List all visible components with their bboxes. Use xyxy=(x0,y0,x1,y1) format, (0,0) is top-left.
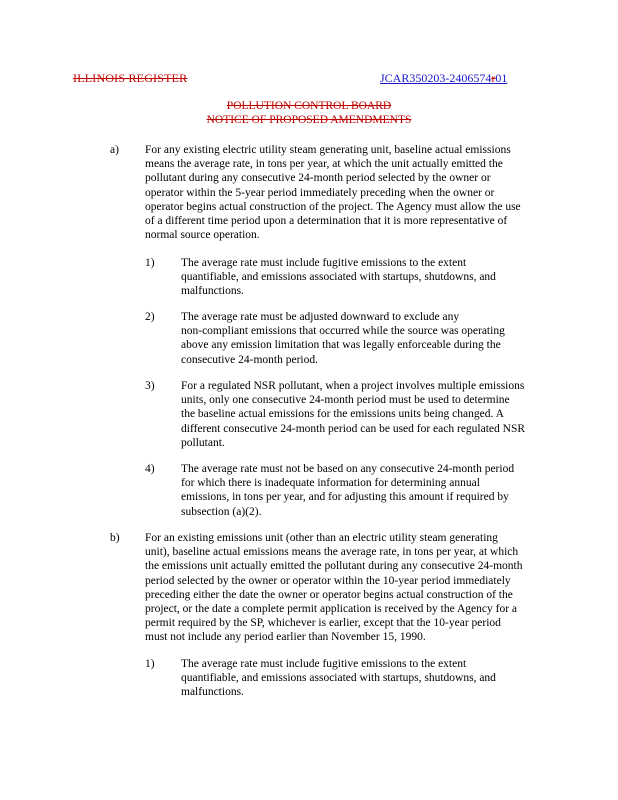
text-line: quantifiable, and emissions associated with startups, shutdowns, and xyxy=(181,672,496,685)
section-b-text xyxy=(145,531,585,645)
item-a2-text xyxy=(181,310,581,367)
item-a3-label: 3) xyxy=(145,380,155,392)
header-code-suffix: 01 xyxy=(495,71,508,85)
agency-title: POLLUTION CONTROL BOARD xyxy=(226,100,392,112)
text-line: For an existing emissions unit (other than an electric utility steam generating xyxy=(145,532,498,544)
text-line: non-compliant emissions that occurred while the source was operating xyxy=(181,325,505,338)
section-a-text xyxy=(145,143,585,242)
text-line: consecutive 24-month period. xyxy=(181,353,319,366)
section-a-label: a) xyxy=(110,144,119,156)
item-b1-text xyxy=(181,657,581,700)
text-line: permit required by the SP, whichever is earlier, except that the 10-year period xyxy=(145,617,501,630)
notice-title: NOTICE OF PROPOSED AMENDMENTS xyxy=(206,114,412,126)
running-header-right xyxy=(380,71,507,86)
item-b1-label: 1) xyxy=(145,658,155,670)
item-a3-text xyxy=(181,379,591,450)
text-line: The average rate must be adjusted downward to exclude any xyxy=(181,311,460,323)
text-line: above any emission limitation that was legally enforceable during the xyxy=(181,339,501,352)
text-line: preceding either the date the owner or operator begins actual construction of the xyxy=(145,588,513,601)
text-line: the baseline actual emissions for the emissions units being changed. A xyxy=(181,408,504,421)
text-line: normal source operation. xyxy=(145,229,260,242)
text-line: malfunctions. xyxy=(181,285,244,298)
text-line: units, only one consecutive 24-month period must be used to determine xyxy=(181,394,510,407)
text-line: emissions, in tons per year, and for adjusting this amount if required by xyxy=(181,491,509,504)
text-line: The average rate must include fugitive emissions to the extent xyxy=(181,257,467,269)
header-code-deleted-char: r xyxy=(491,71,496,85)
text-line: operator within the 5-year period immediately preceding when the owner or xyxy=(145,186,495,199)
section-b-label: b) xyxy=(110,532,120,544)
text-line: For a regulated NSR pollutant, when a project involves multiple emissions xyxy=(181,380,525,392)
item-a1-label: 1) xyxy=(145,257,155,269)
text-line: unit), baseline actual emissions means the average rate, in tons per year, at which xyxy=(145,546,519,559)
text-line: different consecutive 24-month period can be used for each regulated NSR xyxy=(181,422,526,435)
text-line: The average rate must include fugitive emissions to the extent xyxy=(181,658,467,670)
text-line: of a different time period upon a determination that it is more representative of xyxy=(145,215,508,228)
text-line: means the average rate, in tons per year, at which the unit actually emitted the xyxy=(145,158,503,171)
text-line: quantifiable, and emissions associated with startups, shutdowns, and xyxy=(181,271,496,284)
text-line: pollutant. xyxy=(181,436,225,449)
text-line: must not include any period earlier than November 15, 1990. xyxy=(145,631,426,644)
text-line: operator begins actual construction of the project. The Agency must allow the use xyxy=(145,200,521,213)
item-a2-label: 2) xyxy=(145,311,155,323)
text-line: pollutant during any consecutive 24-month period selected by the owner or xyxy=(145,172,491,185)
running-header-left: ILLINOIS REGISTER xyxy=(73,71,188,85)
text-line: For any existing electric utility steam generating unit, baseline actual emissions xyxy=(145,144,511,156)
text-line: subsection (a)(2). xyxy=(181,505,262,518)
text-line: The average rate must not be based on any consecutive 24-month period xyxy=(181,463,515,475)
text-line: malfunctions. xyxy=(181,686,244,699)
text-line: project, or the date a complete permit application is received by the Agency for a xyxy=(145,603,518,616)
item-a1-text xyxy=(181,256,581,299)
item-a4-text xyxy=(181,462,581,519)
header-code: JCAR350203-2406574 xyxy=(380,71,492,85)
item-a4-label: 4) xyxy=(145,463,155,475)
text-line: the emissions unit actually emitted the pollutant during any consecutive 24-month xyxy=(145,560,523,573)
text-line: for which there is inadequate information for determining annual xyxy=(181,477,480,490)
text-line: period selected by the owner or operator within the 10-year period immediately xyxy=(145,574,511,587)
